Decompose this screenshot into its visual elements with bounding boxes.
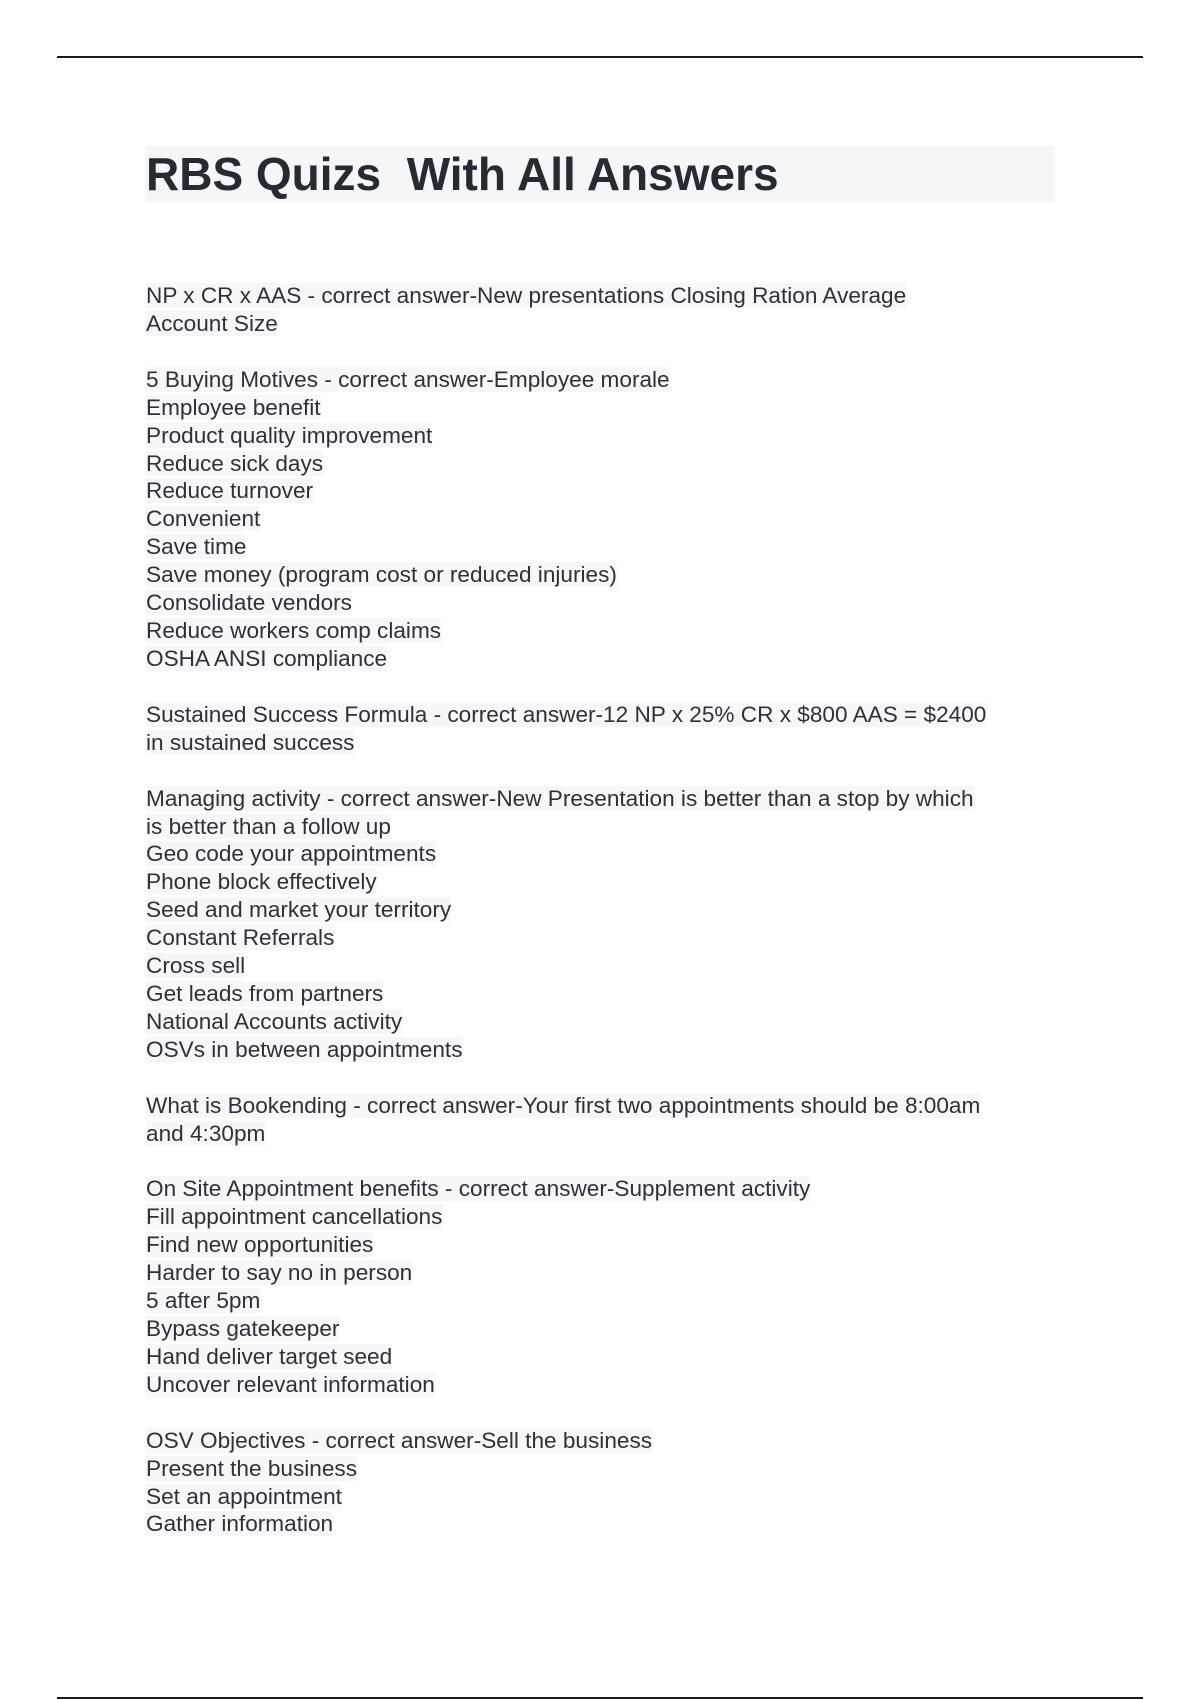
qa-answer-line [146,310,1056,338]
qa-answer-line [146,617,1056,645]
qa-answer-line [146,1371,1056,1399]
qa-line-text: 5 Buying Motives - correct answer-Employee morale [146,366,670,392]
qa-entry [146,1427,1056,1539]
qa-line-text: Cross sell [146,953,246,979]
qa-line-text: Reduce workers comp claims [146,617,442,643]
qa-line-text: Constant Referrals [146,925,335,951]
qa-answer-line [146,394,1056,422]
qa-question-line [146,701,1056,729]
qa-answer-line [146,1203,1056,1231]
qa-line-text: What is Bookending - correct answer-Your first two appointments should be 8:00am [146,1092,981,1118]
qa-line-text: Present the business [146,1455,358,1481]
qa-question-line [146,366,1056,394]
qa-line-text: Managing activity - correct answer-New Presentation is better than a stop by which [146,785,974,811]
qa-answer-line [146,896,1056,924]
qa-entry [146,282,1056,338]
qa-answer-line [146,729,1056,757]
qa-entry [146,1092,1056,1148]
qa-line-text: On Site Appointment benefits - correct answer-Supplement activity [146,1176,811,1202]
bottom-rule [57,1697,1143,1699]
qa-line-text: Reduce turnover [146,478,314,504]
qa-answer-line [146,477,1056,505]
qa-line-text: Get leads from partners [146,980,384,1006]
qa-line-text: Product quality improvement [146,422,433,448]
qa-answer-line [146,1231,1056,1259]
qa-line-text: Set an appointment [146,1483,342,1509]
qa-line-text: Account Size [146,310,278,336]
qa-answer-line [146,1036,1056,1064]
qa-question-line [146,1427,1056,1455]
qa-answer-line [146,1483,1056,1511]
qa-line-text: Fill appointment cancellations [146,1204,443,1230]
title-banner [146,146,1054,202]
qa-line-text: and 4:30pm [146,1120,266,1146]
qa-answer-line [146,840,1056,868]
qa-line-text: Bypass gatekeeper [146,1316,340,1341]
qa-answer-line [146,561,1056,589]
qa-line-text: NP x CR x AAS - correct answer-New presentations Closing Ration Average [146,283,907,308]
qa-line-text: 5 after 5pm [146,1288,261,1314]
qa-line-text: Employee benefit [146,394,321,420]
qa-answer-line [146,1008,1056,1036]
qa-line-text: in sustained success [146,729,355,755]
qa-answer-line [146,1455,1056,1483]
qa-list [146,282,1056,1538]
document-title: RBS Quizs With All Answers [146,148,779,200]
qa-line-text: Sustained Success Formula - correct answer-12 NP x 25% CR x $800 AAS = $2400 [146,701,987,727]
qa-answer-line [146,1510,1056,1538]
qa-entry [146,366,1056,673]
qa-answer-line [146,924,1056,952]
qa-line-text: Phone block effectively [146,869,377,895]
qa-answer-line [146,645,1056,673]
qa-line-text: Reduce sick days [146,450,324,476]
qa-answer-line [146,1315,1056,1343]
qa-entry [146,1175,1056,1398]
qa-line-text: Harder to say no in person [146,1260,413,1286]
qa-answer-line [146,422,1056,450]
qa-line-text: Consolidate vendors [146,590,352,616]
qa-question-line [146,1175,1056,1203]
qa-answer-line [146,1343,1056,1371]
qa-answer-line [146,1120,1056,1148]
qa-answer-line [146,1259,1056,1287]
qa-question-line [146,1092,1056,1120]
qa-line-text: OSVs in between appointments [146,1036,463,1062]
qa-line-text: Hand deliver target seed [146,1343,393,1369]
qa-answer-line [146,868,1056,896]
qa-entry [146,785,1056,1064]
qa-entry [146,701,1056,757]
qa-line-text: OSHA ANSI compliance [146,645,388,671]
qa-answer-line [146,505,1056,533]
qa-line-text: is better than a follow up [146,813,391,839]
qa-answer-line [146,1287,1056,1315]
qa-question-line [146,282,1056,310]
qa-line-text: Save time [146,534,247,560]
qa-line-text: National Accounts activity [146,1008,403,1034]
qa-line-text: Gather information [146,1511,334,1537]
qa-line-text: Uncover relevant information [146,1371,435,1397]
qa-answer-line [146,533,1056,561]
document-body [146,146,1056,1566]
qa-line-text: Convenient [146,506,261,532]
qa-answer-line [146,952,1056,980]
top-rule [57,56,1143,58]
qa-answer-line [146,980,1056,1008]
qa-question-line [146,785,1056,813]
qa-line-text: Geo code your appointments [146,841,437,867]
qa-line-text: OSV Objectives - correct answer-Sell the business [146,1427,653,1453]
qa-answer-line [146,589,1056,617]
qa-line-text: Save money (program cost or reduced injuries) [146,562,617,588]
qa-answer-line [146,450,1056,478]
qa-line-text: Find new opportunities [146,1232,374,1258]
qa-answer-line [146,813,1056,841]
qa-line-text: Seed and market your territory [146,897,452,923]
